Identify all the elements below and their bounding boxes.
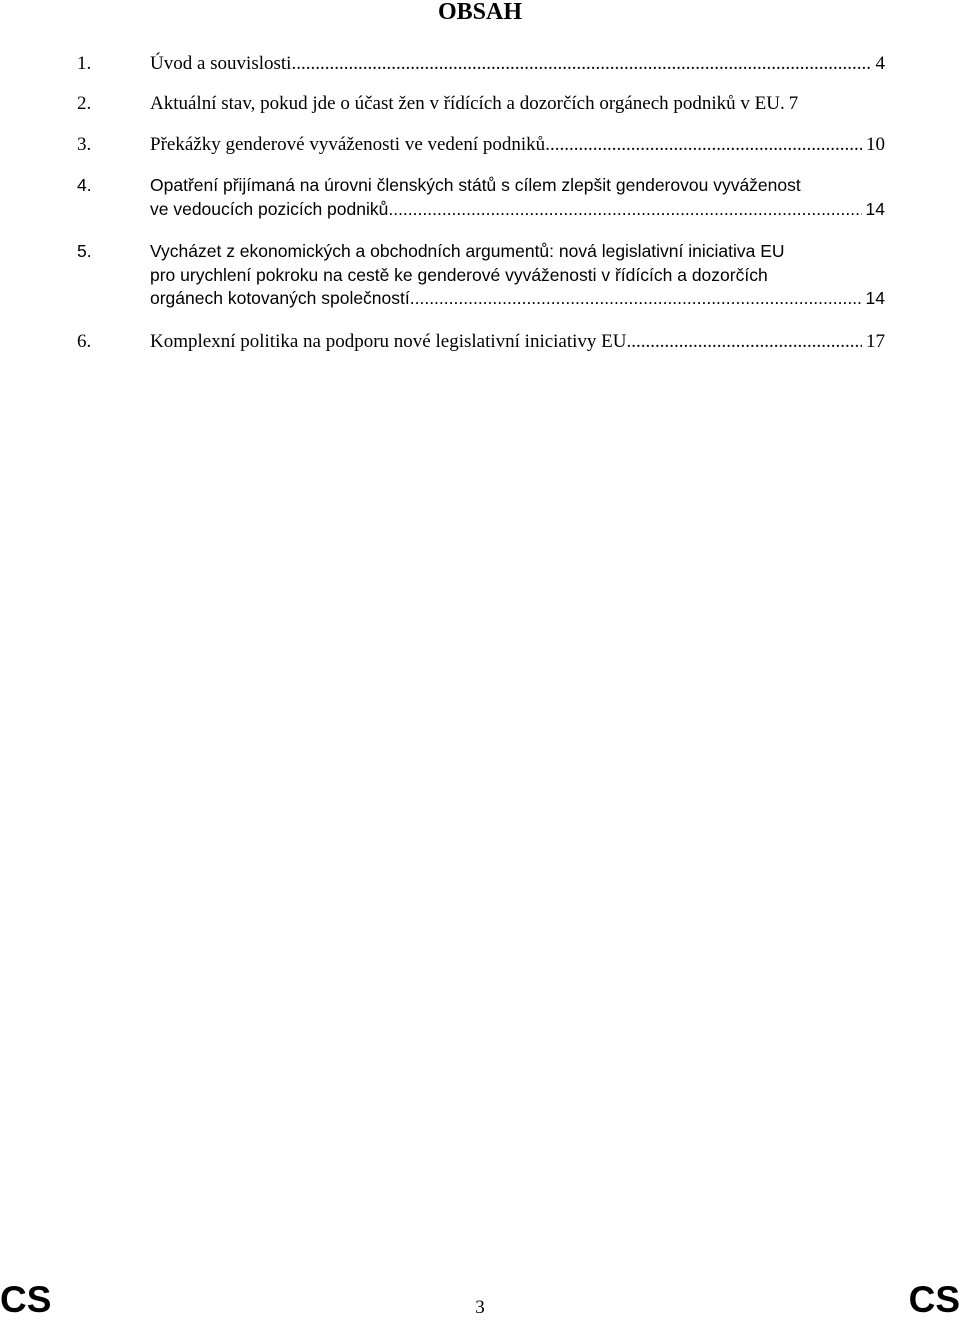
toc-entry-page[interactable]: 17 (866, 331, 885, 352)
toc-entry-page[interactable]: 4 (875, 53, 885, 74)
toc-entry[interactable] (77, 92, 885, 116)
toc-entry-number: 1. (77, 53, 92, 74)
toc-entry-number: 6. (77, 331, 92, 352)
toc-entry-number: 5. (77, 241, 92, 261)
toc-entry-title[interactable]: Aktuální stav, pokud jde o účast žen v řídících a dozorčích orgánech podniků v EU. (150, 93, 785, 114)
toc-entry-title-line[interactable]: ve vedoucích pozicích podniků (150, 198, 389, 219)
toc-dot-leader (627, 330, 862, 354)
toc-entry-number: 2. (77, 93, 92, 114)
toc-entry-number: 3. (77, 134, 92, 155)
toc-dot-leader (545, 133, 862, 157)
toc-entry-number: 4. (77, 175, 92, 195)
toc-dot-leader (291, 52, 871, 76)
toc-entry-page[interactable]: 7 (788, 93, 799, 114)
toc-entry[interactable] (77, 240, 885, 311)
toc-entry[interactable] (77, 330, 885, 354)
toc-entry-title-line[interactable]: pro urychlení pokroku na cestě ke genderové vyváženosti v řídících a dozorčích (150, 264, 768, 285)
toc-entry-title[interactable]: Úvod a souvislosti (150, 53, 292, 74)
toc-entry[interactable] (77, 174, 885, 221)
toc-dot-leader (388, 198, 861, 222)
toc-entry-title-line[interactable]: Vycházet z ekonomických a obchodních argumentů: nová legislativní iniciativa EU (150, 241, 785, 261)
toc-dot-leader (410, 287, 862, 311)
toc-entry-page[interactable]: 10 (866, 134, 885, 155)
toc-title: OBSAH (437, 0, 523, 25)
toc-entry-title-line[interactable]: Opatření přijímaná na úrovni členských států s cílem zlepšit genderovou vyváženost (150, 175, 801, 195)
toc-entry-title[interactable]: Komplexní politika na podporu nové legislativní iniciativy EU (150, 331, 627, 352)
footer-language-code-right: CS (908, 1279, 960, 1320)
page-number: 3 (475, 1297, 485, 1318)
footer-language-code-left: CS (0, 1279, 52, 1320)
toc-entry-page[interactable]: 14 (865, 288, 885, 308)
toc-entry-title[interactable]: Překážky genderové vyváženosti ve vedení podniků (150, 134, 546, 155)
toc-entry-page[interactable]: 14 (865, 198, 885, 219)
toc-entry-title-line[interactable]: orgánech kotovaných společností (150, 288, 410, 308)
toc-entry[interactable] (77, 52, 885, 76)
toc-entry[interactable] (77, 133, 885, 157)
